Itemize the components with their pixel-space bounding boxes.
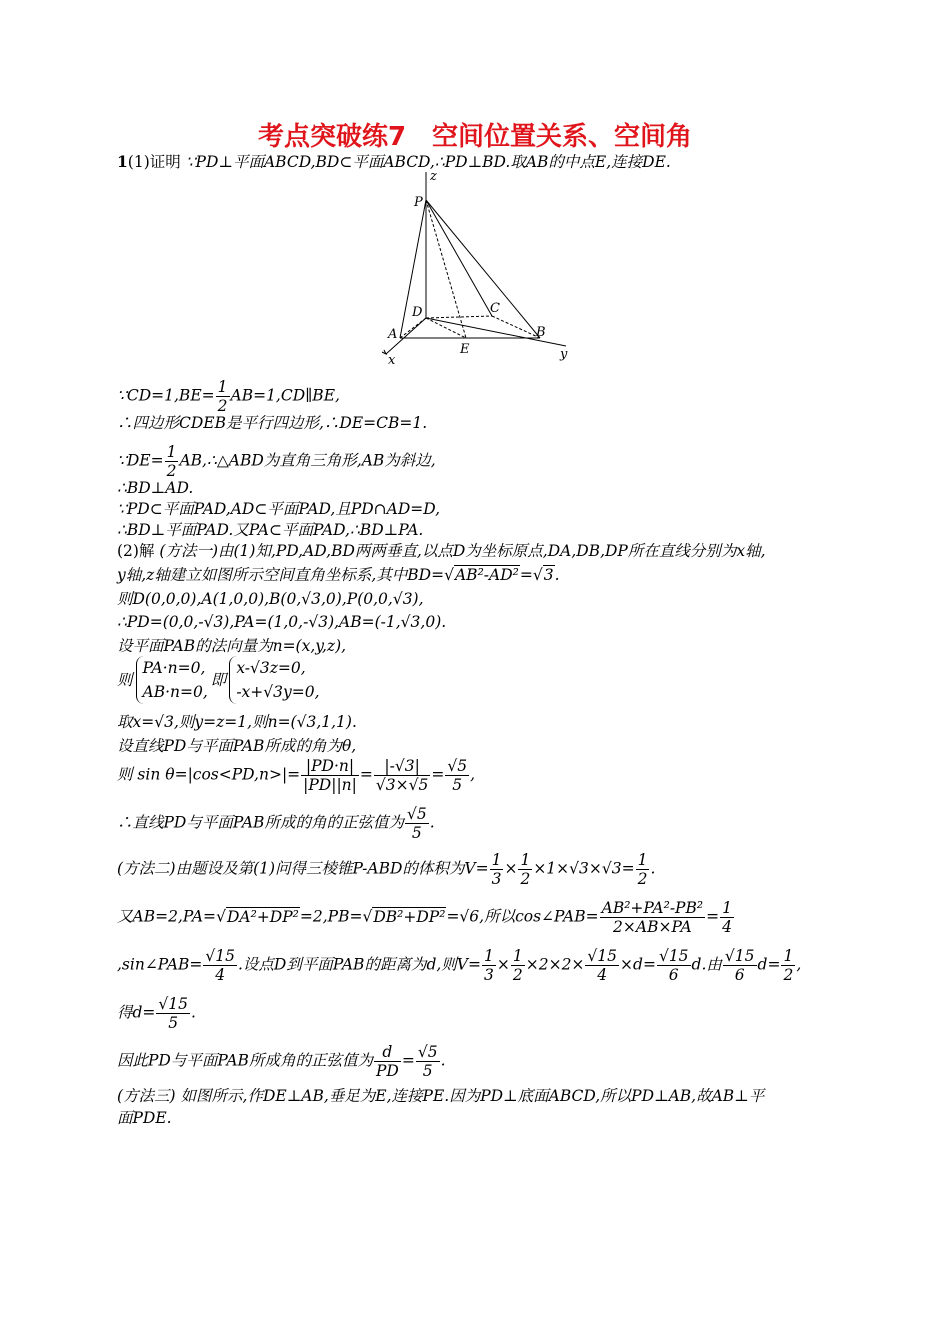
- q1-line-7: ∴BD⊥平面PAD.又PA⊂平面PAD,∴BD⊥PA.: [117, 521, 424, 539]
- label-D: D: [412, 305, 423, 320]
- q1-line-21: 得d= $\frac{√15}{5}$ .: [117, 995, 196, 1032]
- pyramid-figure: [370, 168, 580, 368]
- label-y: y: [560, 347, 568, 362]
- label-P: P: [414, 195, 423, 210]
- fraction-cos: $\frac{|PD\cdot n|}{|PD||n|}$: [303, 757, 357, 794]
- q1-line-13: 则 PA·n=0, AB·n=0, 即 x-√3z=0, -x+√3y=0,: [117, 656, 323, 704]
- q1-line-2: ∵CD=1,BE= $\frac{1}{2}$ AB=1,CD∥BE,: [117, 378, 340, 415]
- q1-line-10: 则D(0,0,0),A(1,0,0),B(0,√3,0),P(0,0,√3),: [117, 590, 424, 608]
- edge-DC: [426, 316, 492, 318]
- q1-line-15: 设直线PD与平面PAB所成的角为θ,: [117, 737, 357, 755]
- q1-line-3: ∴四边形CDEB是平行四边形,∴DE=CB=1.: [117, 414, 428, 432]
- q1-line-11: ∴PD=(0,0,-√3),PA=(1,0,-√3),AB=(-1,√3,0).: [117, 613, 447, 631]
- edge-CB: [492, 316, 540, 338]
- q1-line-4: ∵DE= $\frac{1}{2}$ AB,∴△ABD为直角三角形,AB为斜边,: [117, 443, 436, 480]
- equation-system-2: x-√3z=0, -x+√3y=0,: [229, 656, 319, 704]
- label-C: C: [490, 301, 500, 316]
- q1-line-19: 又AB=2,PA=√DA²+DP²=2,PB=√DB²+DP²=√6,所以cos∠PAB= $\frac{\text{AB²+PA²-PB²}}{2\times AB\times PA}$ = $\frac{1}{4}$: [117, 899, 732, 936]
- q1-line-17: ∴直线PD与平面PAB所成的角的正弦值为 $\frac{√5}{5}$ .: [117, 805, 435, 842]
- q1-line-16: 则 sin θ=|cos<PD,n>|= $\frac{|PD\cdot n|}{|PD||n|}$ = $\frac{|-√3|}{√3\times√5}$ = $\frac{√5}{5}$ ,: [117, 757, 476, 794]
- q1-line-8: (2)解 (方法一)由(1)知,PD,AD,BD两两垂直,以点D为坐标原点,DA,DB,DP所在直线分别为x轴,: [117, 542, 766, 560]
- q1-line-14: 取x=√3,则y=z=1,则n=(√3,1,1).: [117, 713, 357, 731]
- q1-line-24: 面PDE.: [117, 1109, 172, 1127]
- q1-line-6: ∵PD⊂平面PAD,AD⊂平面PAD,且PD∩AD=D,: [117, 500, 441, 518]
- label-x: x: [388, 353, 396, 368]
- fraction-half: $\frac{1}{2}$: [217, 378, 228, 415]
- fraction-half: $\frac{1}{2}$: [166, 443, 177, 480]
- q1-line-12: 设平面PAB的法向量为n=(x,y,z),: [117, 637, 347, 655]
- edge-DE: [426, 318, 466, 338]
- question-number: 1: [117, 152, 128, 171]
- q1-line-5: ∴BD⊥AD.: [117, 479, 194, 497]
- label-z: z: [430, 169, 437, 184]
- q1-line-23: (方法三) 如图所示,作DE⊥AB,垂足为E,连接PE.因为PD⊥底面ABCD,所以PD⊥AB,故AB⊥平: [117, 1087, 765, 1105]
- edge-AD: [400, 318, 426, 338]
- q1-line-9: y轴,z轴建立如图所示空间直角坐标系,其中BD=√AB²-AD²=√3.: [117, 566, 560, 584]
- x-axis-arrow: [382, 350, 386, 354]
- equation-system-1: PA·n=0, AB·n=0,: [136, 656, 208, 704]
- proof-line-1: ∵PD⊥平面ABCD,BD⊂平面ABCD,∴PD⊥BD.取AB的中点E,连接DE.: [180, 153, 671, 171]
- label-A: A: [388, 327, 398, 342]
- edge-PC: [426, 200, 492, 316]
- label-E: E: [460, 342, 470, 357]
- q1-line-18: (方法二)由题设及第(1)问得三棱锥P-ABD的体积为V= $\frac{1}{3}$ × $\frac{1}{2}$ ×1×√3×√3= $\frac{1}{2}$ .: [117, 851, 656, 888]
- q1-line-22: 因此PD与平面PAB所成角的正弦值为 $\frac{d}{PD}$ = $\frac{√5}{5}$ .: [117, 1043, 446, 1080]
- page-title: 考点突破练7 空间位置关系、空间角: [257, 122, 693, 152]
- part1-label: (1)证明: [127, 153, 181, 171]
- label-B: B: [536, 325, 546, 340]
- part2-label: (2)解: [117, 542, 155, 560]
- q1-line-20: ,sin∠PAB= $\frac{√15}{4}$ .设点D到平面PAB的距离为d,则V= $\frac{1}{3}$ × $\frac{1}{2}$ ×2×2× $\frac{√15}{4}$ ×d= $\frac{√15}{6}$ d.由 $\frac{√15}{6}$ d= $\frac{1}{2}$ ,: [117, 947, 802, 984]
